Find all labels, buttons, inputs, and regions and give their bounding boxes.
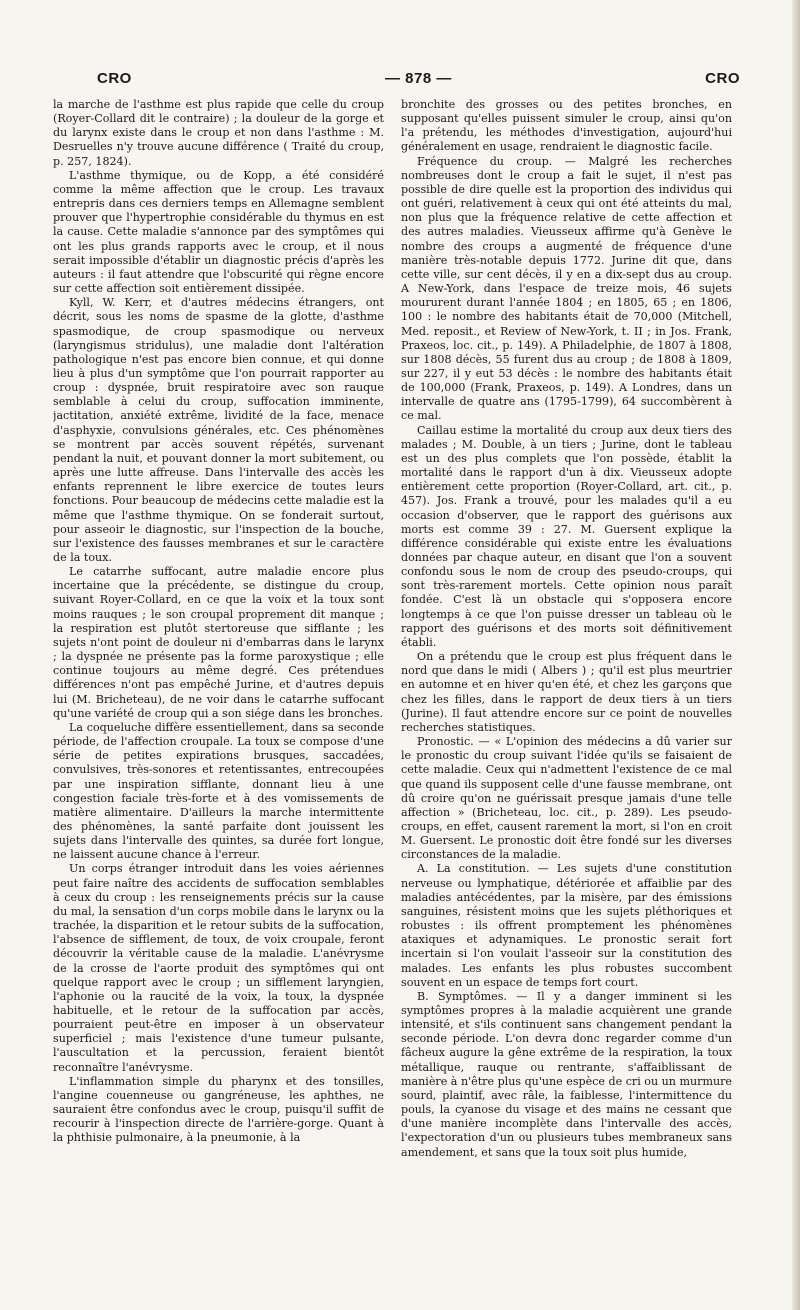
paragraph: La coqueluche diffère essentiellement, dans sa seconde période, de l'affection croupale. La toux se compose d'une série de petites expirations brusques, saccadées, convulsives, très-sonores et retentissantes, entrecoupées par une inspiration sifflante, donnant lieu à une congestion faciale très-forte et à des vomissements de matière alimentaire. D'ailleurs la marche intermittente des phénomènes, la santé parfaite dont jouissent les sujets dans l'intervalle des quintes, sa durée fort longue, ne laissent aucune chance à l'erreur. (53, 720, 384, 862)
paragraph: A. La constitution. — Les sujets d'une constitution nerveuse ou lymphatique, détériorée et affaiblie par des maladies antécédentes, par la misère, par des émissions sanguines, résistent moins que les sujets pléthoriques et robustes : ils offrent promptement les phénomènes ataxiques et adynamiques. Le pronostic serait fort incertain si l'on voulait l'asseoir sur la constitution des malades. Les enfants les plus robustes succombent souvent en un espace de temps fort court. (401, 862, 732, 989)
paragraph: Caillau estime la mortalité du croup aux deux tiers des malades ; M. Double, à un tiers ; Jurine, dont le tableau est un des plus complets que l'on possède, établit la mortalité dans le rapport d'un à dix. Vieusseux adopte entièrement cette proportion (Royer-Collard, art. cit., p. 457). Jos. Frank a trouvé, pour les malades qu'il a eu occasion d'observer, que le rapport des guérisons aux morts est comme 39 : 27. M. Guersent explique la différence considérable qui existe entre les évaluations données par chaque auteur, en disant que l'on a souvent confondu sous le nom de croup des pseudo-croups, qui sont très-rarement mortels. Cette opinion nous paraît fondée. C'est là un obstacle qui s'opposera encore longtemps à ce que l'on puisse dresser un tableau où le rapport des guérisons et des morts soit définitivement établi. (401, 423, 732, 649)
right-column (401, 98, 732, 1268)
paragraph: Le catarrhe suffocant, autre maladie encore plus incertaine que la précédente, se distingue du croup, suivant Royer-Collard, en ce que la voix et la toux sont moins rauques ; le son croupal proprement dit manque ; la respiration est plutôt stertoreuse que sifflante ; les sujets n'ont point de douleur ni d'embarras dans le larynx ; la dyspnée ne présente pas la forme paroxystique ; elle continue toujours au même degré. Ces prétendues différences n'ont pas empêché Jurine, et d'autres depuis lui (M. Bricheteau), de ne voir dans le catarrhe suffocant qu'une variété de croup qui a son siége dans les bronches. (53, 565, 384, 720)
paragraph: Kyll, W. Kerr, et d'autres médecins étrangers, ont décrit, sous les noms de spasme de la glotte, d'asthme spasmodique, de croup spasmodique ou nerveux (laryngismus stridulus), une maladie dont l'altération pathologique n'est pas encore bien connue, et qui donne lieu à plus d'un symptôme que l'on pourrait rapporter au croup : dyspnée, bruit respiratoire avec son rauque semblable à celui du croup, suffocation imminente, jactitation, anxiété extrême, lividité de la face, menace d'asphyxie, convulsions générales, etc. Ces phénomènes se montrent par accès souvent répétés, survenant pendant la nuit, et pouvant donner la mort subitement, ou après une lutte affreuse. Dans l'intervalle des accès les enfants reprennent le libre exercice de toutes leurs fonctions. Pour beaucoup de médecins cette maladie est la même que l'asthme thymique. On se fonderait surtout, pour asseoir le diagnostic, sur l'inspection de la bouche, sur l'existence des fausses membranes et sur le caractère de la toux. (53, 296, 384, 564)
paragraph: L'asthme thymique, ou de Kopp, a été considéré comme la même affection que le croup. Les travaux entrepris dans ces derniers temps en Allemagne semblent prouver que l'hypertrophie considérable du thymus en est la cause. Cette maladie s'annonce par des symptômes qui ont les plus grands rapports avec le croup, et il nous serait impossible d'établir un diagnostic précis d'après les auteurs : il faut attendre que l'obscurité qui règne encore sur cette affection soit entièrement dissipée. (53, 168, 384, 296)
paragraph: B. Symptômes. — Il y a danger imminent si les symptômes propres à la maladie acquièrent une grande intensité, et s'ils continuent sans changement pendant la seconde période. L'on devra donc regarder comme d'un fâcheux augure la gêne extrême de la respiration, la toux métallique, rauque ou rentrante, s'affaiblissant de manière à n'être plus qu'une espèce de cri ou un murmure sourd, plaintif, avec râle, la faiblesse, l'intermittence du pouls, la cyanose du visage et des mains ne cessant que d'une manière incomplète dans l'intervalle des accès, l'expectoration d'un ou plusieurs tubes membraneux sans amendement, et sans que la toux soit plus humide, (401, 989, 732, 1159)
paragraph: Fréquence du croup. — Malgré les recherches nombreuses dont le croup a fait le sujet, il n'est pas possible de dire quelle est la proportion des individus qui ont guéri, relativement à ceux qui ont été atteints du mal, non plus que la fréquence relative de cette affection et des autres maladies. Vieusseux affirme qu'à Genève le nombre des croups a augmenté de fréquence d'une manière très-notable depuis 1772. Jurine dit que, dans cette ville, sur cent décès, il y en a dix-sept dus au croup. A New-York, dans l'espace de treize mois, 46 sujets moururent durant l'année 1804 ; en 1805, 65 ; en 1806, 100 : le nombre des habitants était de 70,000 (Mitchell, Med. reposit., et Review of New-York, t. II ; in Jos. Frank, Praxeos, loc. cit., p. 149). A Philadelphie, de 1807 à 1808, sur 1808 décès, 55 furent dus au croup ; de 1808 à 1809, sur 227, il y eut 53 décès : le nombre des habitants était de 100,000 (Frank, Praxeos, p. 149). A Londres, dans un intervalle de quatre ans (1795-1799), 64 succombèrent à ce mal. (401, 154, 732, 423)
header-left-word: CRO (97, 70, 132, 87)
paragraph: Un corps étranger introduit dans les voies aériennes peut faire naître des accidents de suffocation semblables à ceux du croup : les renseignements précis sur la cause du mal, la sensation d'un corps mobile dans le larynx ou la trachée, la disparition et le retour subits de la suffocation, l'absence de sifflement, de toux, de voix croupale, feront découvrir la véritable cause de la maladie. L'anévrysme de la crosse de l'aorte produit des symptômes qui ont quelque rapport avec le croup ; un sifflement laryngien, l'aphonie ou la raucité de la voix, la toux, la dyspnée habituelle, et le retour de la suffocation par accès, pourraient peut-être en imposer à un observateur superficiel ; mais l'existence d'une tumeur pulsante, l'auscultation et la percussion, feraient bientôt reconnaître l'anévrysme. (53, 862, 384, 1074)
page-edge-shadow (792, 0, 800, 1310)
paragraph: On a prétendu que le croup est plus fréquent dans le nord que dans le midi ( Albers ) ; qu'il est plus meurtrier en automne et en hiver qu'en été, et chez les garçons que chez les filles, dans le rapport de deux tiers à un tiers (Jurine). Il faut attendre encore sur ce point de nouvelles recherches statistiques. (401, 650, 732, 734)
paragraph: Pronostic. — « L'opinion des médecins a dû varier sur le pronostic du croup suivant l'idée qu'ils se faisaient de cette maladie. Ceux qui n'admettent l'existence de ce mal que quand ils supposent celle d'une fausse membrane, ont dû croire qu'on ne guérissait presque jamais d'une telle affection » (Bricheteau, loc. cit., p. 289). Les pseudo-croups, en effet, causent rarement la mort, si l'on en croit M. Guersent. Le pronostic doit être fondé sur les diverses circonstances de la maladie. (401, 735, 732, 862)
header-right-word: CRO (705, 70, 740, 87)
running-header (64, 70, 740, 92)
page-number: — 878 — (385, 70, 452, 87)
paragraph: L'inflammation simple du pharynx et des tonsilles, l'angine couenneuse ou gangréneuse, les aphthes, ne sauraient être confondus avec le croup, puisqu'il suffit de recourir à l'inspection directe de l'arrière-gorge. Quant à la phthisie pulmonaire, à la pneumonie, à la (53, 1074, 384, 1145)
left-column (53, 98, 384, 1268)
paragraph: la marche de l'asthme est plus rapide que celle du croup (Royer-Collard dit le contraire) ; la douleur de la gorge et du larynx existe dans le croup et non dans l'asthme : M. Desruelles n'y trouve aucune différence ( Traité du croup, p. 257, 1824). (53, 98, 384, 168)
paragraph: bronchite des grosses ou des petites bronches, en supposant qu'elles puissent simuler le croup, ainsi qu'on l'a prétendu, les méthodes d'investigation, aujourd'hui généralement en usage, rendraient le diagnostic facile. (401, 98, 732, 154)
